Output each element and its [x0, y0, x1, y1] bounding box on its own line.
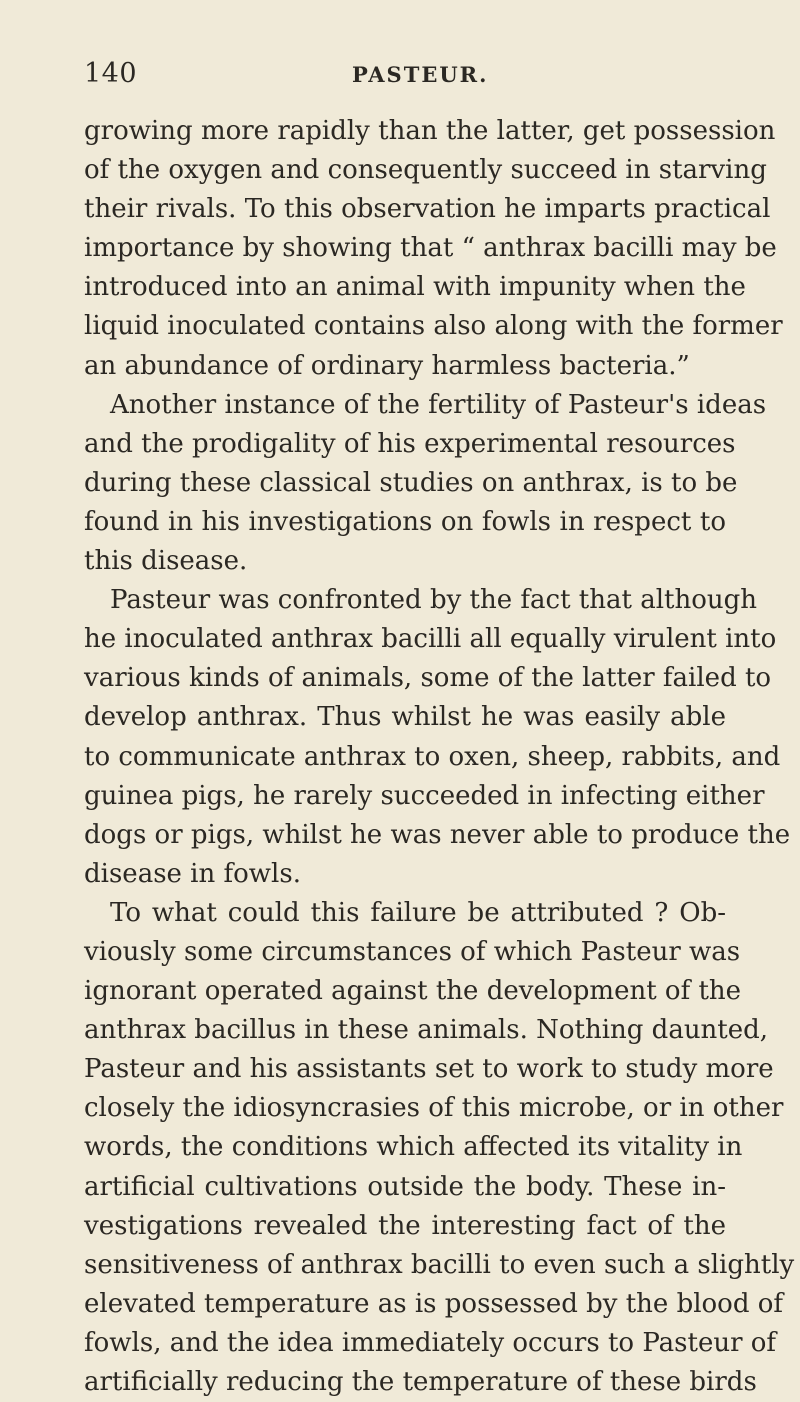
text-line: words, the conditions which affected its vitality in	[84, 1132, 743, 1163]
text-line: and the prodigality of his experimental resources	[84, 428, 736, 459]
text-line: their rivals. To this observation he imparts practical	[84, 194, 771, 225]
running-title: PASTEUR.	[352, 62, 489, 87]
text-line: Pasteur was confronted by the fact that although	[110, 585, 758, 616]
text-line: liquid inoculated contains also along with the former	[84, 311, 783, 342]
body-text	[84, 112, 795, 1402]
paragraph	[84, 894, 795, 1402]
text-line: anthrax bacillus in these animals. Nothing daunted,	[84, 1015, 769, 1046]
text-line: dogs or pigs, whilst he was never able to produce the	[84, 819, 791, 850]
text-line: this disease.	[84, 546, 248, 577]
text-line: importance by showing that “ anthrax bacilli may be	[84, 233, 777, 264]
paragraph	[84, 386, 767, 581]
text-line: an abundance of ordinary harmless bacteria.”	[84, 350, 690, 381]
text-line: fowls, and the idea immediately occurs to Pasteur of	[84, 1327, 777, 1358]
text-line: closely the idiosyncrasies of this microbe, or in other	[84, 1093, 784, 1124]
text-line: guinea pigs, he rarely succeeded in infecting either	[84, 780, 765, 811]
text-line: artificial cultivations outside the body. These in-	[84, 1171, 726, 1202]
text-line: to communicate anthrax to oxen, sheep, rabbits, and	[84, 741, 781, 772]
text-line: develop anthrax. Thus whilst he was easily able	[84, 702, 726, 733]
text-line: vestigations revealed the interesting fact of the	[84, 1210, 726, 1241]
text-line: of the oxygen and consequently succeed in starving	[84, 155, 767, 186]
text-line: disease in fowls.	[84, 858, 301, 889]
text-line: artificially reducing the temperature of these birds	[84, 1367, 757, 1397]
text-line: found in his investigations on fowls in respect to	[84, 506, 726, 537]
text-line: introduced into an animal with impunity when the	[84, 272, 746, 303]
paragraph	[84, 112, 783, 386]
text-line: sensitiveness of anthrax bacilli to even such a slightly	[84, 1249, 795, 1280]
text-line: Another instance of the fertility of Pasteur's ideas	[110, 389, 767, 420]
text-line: viously some circumstances of which Pasteur was	[84, 936, 741, 967]
text-line: To what could this failure be attributed ? Ob-	[110, 897, 726, 928]
text-line: various kinds of animals, some of the latter failed to	[84, 663, 772, 694]
text-line: Pasteur and his assistants set to work to study more	[84, 1054, 774, 1085]
text-line: ignorant operated against the development of the	[84, 976, 742, 1007]
paragraph	[84, 581, 791, 894]
text-line: during these classical studies on anthrax, is to be	[84, 467, 738, 498]
text-line: he inoculated anthrax bacilli all equally virulent into	[84, 624, 777, 655]
text-line: growing more rapidly than the latter, get possession	[84, 116, 776, 146]
text-line: elevated temperature as is possessed by the blood of	[84, 1288, 784, 1319]
page-number: 140	[84, 58, 138, 89]
